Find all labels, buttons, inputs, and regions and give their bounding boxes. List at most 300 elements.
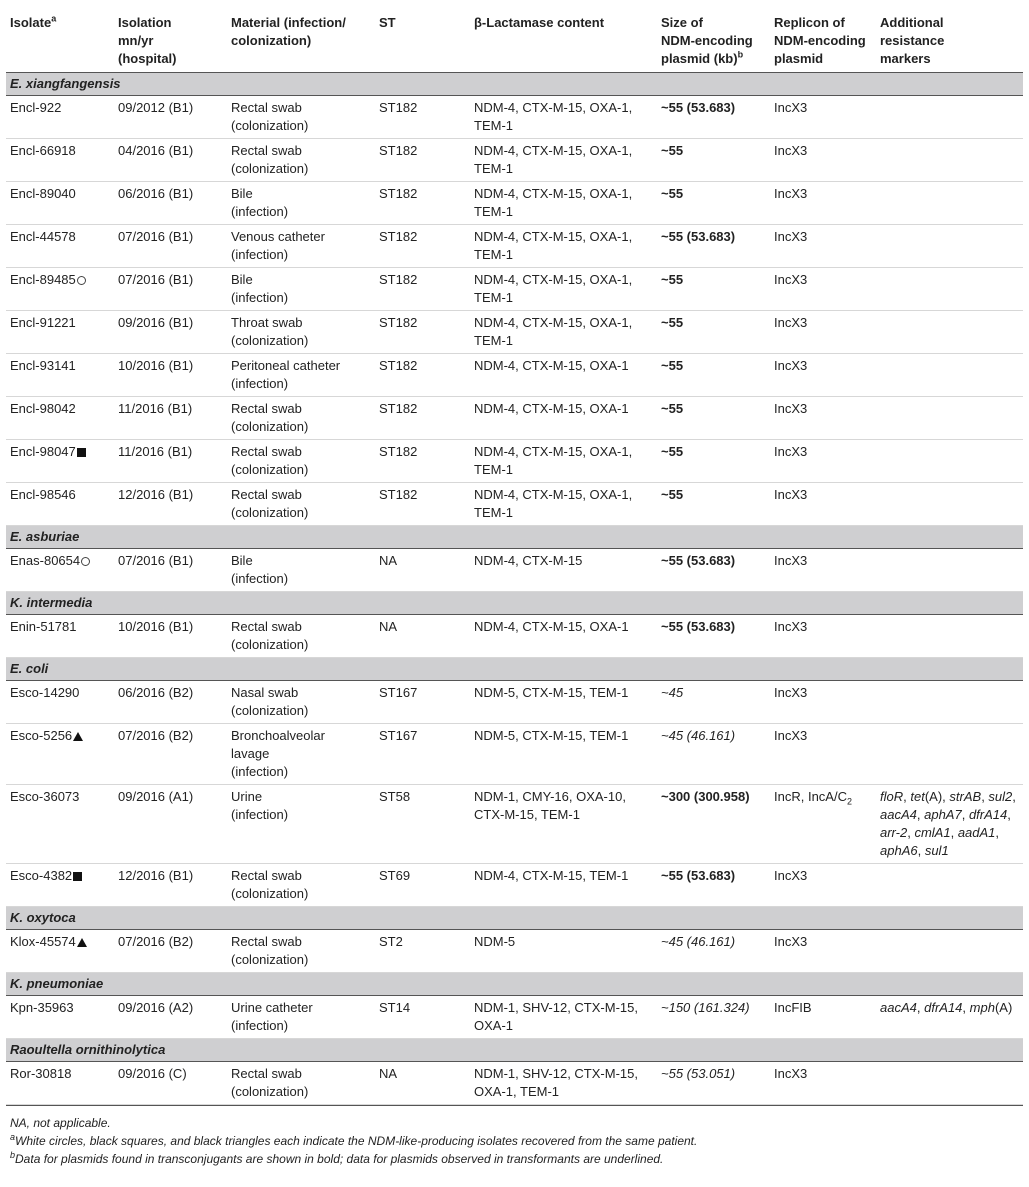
table-row — [6, 311, 1023, 354]
material-cell — [227, 483, 375, 526]
triangle-marker-icon — [73, 732, 83, 741]
blactamase-line: NDM-5, CTX-M-15, TEM-1 — [474, 728, 629, 743]
blactamase-line: TEM-1 — [474, 462, 513, 477]
material-line: Throat swab — [231, 315, 303, 330]
material-line: (infection) — [231, 204, 289, 219]
plasmid-size-cell: ~55 (53.683) — [657, 549, 770, 592]
resistance-markers-cell — [876, 930, 1023, 973]
material-line: (colonization) — [231, 1084, 309, 1099]
material-line: Venous catheter — [231, 229, 325, 244]
replicon-cell: IncX3 — [770, 549, 876, 592]
isolation-date-cell: 07/2016 (B2) — [114, 724, 227, 785]
material-line: Rectal swab — [231, 934, 302, 949]
replicon-cell: IncX3 — [770, 139, 876, 182]
isolate-cell — [6, 930, 114, 973]
st-cell: ST182 — [375, 96, 470, 139]
blactamase-line: TEM-1 — [474, 290, 513, 305]
resistance-markers-cell — [876, 139, 1023, 182]
table-row — [6, 615, 1023, 658]
isolation-date-cell: 07/2016 (B2) — [114, 930, 227, 973]
species-name: E. xiangfangensis — [6, 73, 1023, 96]
resistance-markers-cell — [876, 549, 1023, 592]
material-line: (colonization) — [231, 505, 309, 520]
resistance-markers-cell — [876, 397, 1023, 440]
replicon-cell: IncX3 — [770, 354, 876, 397]
blactamase-cell — [470, 681, 657, 724]
material-line: Rectal swab — [231, 401, 302, 416]
replicon-cell: IncX3 — [770, 440, 876, 483]
material-line: (infection) — [231, 1018, 289, 1033]
plasmid-size-cell: ~55 (53.683) — [657, 615, 770, 658]
marker-line: aphA6, sul1 — [880, 843, 949, 858]
table-row — [6, 182, 1023, 225]
blactamase-cell — [470, 96, 657, 139]
blactamase-line: NDM-4, CTX-M-15, OXA-1, — [474, 143, 633, 158]
table-header — [6, 0, 1023, 73]
blactamase-line: NDM-1, CMY-16, OXA-10, — [474, 789, 626, 804]
isolate-id: Encl-98546 — [10, 487, 76, 502]
replicon-cell: IncX3 — [770, 615, 876, 658]
species-name: E. asburiae — [6, 526, 1023, 549]
st-cell: ST58 — [375, 785, 470, 864]
blactamase-cell — [470, 1062, 657, 1105]
material-line: Rectal swab — [231, 487, 302, 502]
square-marker-icon — [77, 448, 86, 457]
replicon-cell: IncX3 — [770, 182, 876, 225]
isolation-date-cell: 09/2016 (C) — [114, 1062, 227, 1105]
material-line: Rectal swab — [231, 100, 302, 115]
species-group-row — [6, 973, 1023, 996]
material-line: Bile — [231, 272, 253, 287]
isolate-cell — [6, 996, 114, 1039]
material-line: Bronchoalveolar — [231, 728, 325, 743]
isolation-date-cell: 09/2016 (A1) — [114, 785, 227, 864]
isolation-date-cell: 07/2016 (B1) — [114, 268, 227, 311]
isolation-date-cell: 10/2016 (B1) — [114, 615, 227, 658]
blactamase-cell — [470, 549, 657, 592]
isolate-id: Encl-922 — [10, 100, 62, 115]
blactamase-cell — [470, 268, 657, 311]
species-name: K. oxytoca — [6, 907, 1023, 930]
isolation-date-cell: 10/2016 (B1) — [114, 354, 227, 397]
blactamase-line: CTX-M-15, TEM-1 — [474, 807, 580, 822]
col-size-header — [657, 0, 770, 73]
header-line: Material (infection/ — [231, 15, 346, 30]
resistance-table — [6, 0, 1023, 1105]
plasmid-size-cell: ~55 (53.683) — [657, 864, 770, 907]
footnote-b: $^b$Data for plasmids found in transconjugants are shown in bold; data for plasmids observed in transformants are underlined. — [10, 1150, 664, 1166]
isolate-id: Encl-98042 — [10, 401, 76, 416]
isolate-id: Encl-66918 — [10, 143, 76, 158]
st-cell: ST14 — [375, 996, 470, 1039]
col-isolate-header: Isolate$^a$ — [10, 13, 57, 30]
col-st-header: ST — [379, 15, 396, 30]
blactamase-line: OXA-1, TEM-1 — [474, 1084, 560, 1099]
material-line: (colonization) — [231, 703, 309, 718]
material-line: Rectal swab — [231, 143, 302, 158]
material-line: (infection) — [231, 290, 289, 305]
st-cell: ST182 — [375, 182, 470, 225]
footnotes — [6, 1106, 1023, 1168]
isolate-id: Encl-89485 — [10, 272, 76, 287]
material-line: Urine — [231, 789, 263, 804]
plasmid-size-cell: ~45 (46.161) — [657, 724, 770, 785]
circle-marker-icon — [77, 276, 86, 285]
blactamase-cell — [470, 182, 657, 225]
blactamase-line: TEM-1 — [474, 247, 513, 262]
table-row — [6, 864, 1023, 907]
header-line: resistance — [880, 33, 945, 48]
blactamase-line: NDM-4, CTX-M-15, OXA-1, — [474, 444, 633, 459]
resistance-markers-cell — [876, 311, 1023, 354]
isolate-cell — [6, 549, 114, 592]
isolation-date-cell: 06/2016 (B1) — [114, 182, 227, 225]
material-cell — [227, 96, 375, 139]
blactamase-line: NDM-1, SHV-12, CTX-M-15, — [474, 1000, 638, 1015]
material-cell — [227, 139, 375, 182]
material-line: (infection) — [231, 764, 289, 779]
material-line: Bile — [231, 186, 253, 201]
header-line: Replicon of — [774, 15, 845, 30]
replicon-cell: IncX3 — [770, 397, 876, 440]
blactamase-line: NDM-4, CTX-M-15, OXA-1, — [474, 315, 633, 330]
species-name: K. intermedia — [6, 592, 1023, 615]
replicon-cell: IncR, IncA/$C_2$ — [770, 785, 876, 864]
material-cell — [227, 182, 375, 225]
isolate-cell — [6, 864, 114, 907]
header-line: (hospital) — [118, 51, 177, 66]
replicon-cell: IncX3 — [770, 724, 876, 785]
material-cell — [227, 785, 375, 864]
material-cell — [227, 615, 375, 658]
st-cell: ST182 — [375, 483, 470, 526]
plasmid-size-cell: ~55 (53.683) — [657, 96, 770, 139]
plasmid-size-cell: ~55 — [657, 139, 770, 182]
material-cell — [227, 397, 375, 440]
resistance-markers-cell — [876, 483, 1023, 526]
blactamase-line: TEM-1 — [474, 161, 513, 176]
isolation-date-cell: 04/2016 (B1) — [114, 139, 227, 182]
isolate-cell — [6, 96, 114, 139]
replicon-cell: IncFIB — [770, 996, 876, 1039]
isolate-cell — [6, 785, 114, 864]
blactamase-line: NDM-4, CTX-M-15, OXA-1 — [474, 619, 629, 634]
species-group-row — [6, 526, 1023, 549]
blactamase-line: TEM-1 — [474, 118, 513, 133]
isolate-id: Esco-36073 — [10, 789, 80, 804]
isolate-cell — [6, 397, 114, 440]
triangle-marker-icon — [77, 938, 87, 947]
species-group-row — [6, 907, 1023, 930]
material-line: (colonization) — [231, 637, 309, 652]
blactamase-line: TEM-1 — [474, 505, 513, 520]
table-row — [6, 440, 1023, 483]
plasmid-size-cell: ~150 (161.324) — [657, 996, 770, 1039]
isolation-date-cell: 11/2016 (B1) — [114, 440, 227, 483]
isolate-cell — [6, 1062, 114, 1105]
material-cell — [227, 549, 375, 592]
blactamase-line: NDM-4, CTX-M-15 — [474, 553, 583, 568]
plasmid-size-cell: ~55 — [657, 268, 770, 311]
footnote-b-ref: b — [737, 49, 744, 60]
col-markers-header — [876, 0, 1023, 73]
material-line: Rectal swab — [231, 619, 302, 634]
material-line: (colonization) — [231, 419, 309, 434]
table-row — [6, 996, 1023, 1039]
material-line: Peritoneal catheter — [231, 358, 341, 373]
st-cell: ST167 — [375, 681, 470, 724]
plasmid-size-cell: ~55 — [657, 311, 770, 354]
plasmid-size-cell: ~55 — [657, 397, 770, 440]
circle-marker-icon — [81, 557, 90, 566]
material-line: (infection) — [231, 247, 289, 262]
st-cell: NA — [375, 615, 470, 658]
footnote-a-ref: a — [51, 13, 57, 24]
st-cell: ST182 — [375, 311, 470, 354]
isolate-cell — [6, 615, 114, 658]
material-line: Bile — [231, 553, 253, 568]
material-line: (colonization) — [231, 952, 309, 967]
st-cell: NA — [375, 549, 470, 592]
isolate-cell — [6, 724, 114, 785]
material-line: (colonization) — [231, 886, 309, 901]
st-cell: NA — [375, 1062, 470, 1105]
isolate-cell — [6, 268, 114, 311]
isolate-cell — [6, 225, 114, 268]
blactamase-line: NDM-5, CTX-M-15, TEM-1 — [474, 685, 629, 700]
species-group-row — [6, 592, 1023, 615]
resistance-markers-cell — [876, 864, 1023, 907]
material-line: (colonization) — [231, 462, 309, 477]
table-row — [6, 96, 1023, 139]
isolate-cell — [6, 440, 114, 483]
plasmid-size-cell: ~55 (53.051) — [657, 1062, 770, 1105]
isolation-date-cell: 09/2012 (B1) — [114, 96, 227, 139]
blactamase-cell — [470, 996, 657, 1039]
isolate-id: Encl-89040 — [10, 186, 76, 201]
table-row — [6, 225, 1023, 268]
isolate-id: Kpn-35963 — [10, 1000, 74, 1015]
replicon-cell: IncX3 — [770, 483, 876, 526]
header-line: mn/yr — [118, 33, 154, 48]
header-line: plasmid — [774, 51, 824, 66]
blactamase-cell — [470, 311, 657, 354]
col-material-header — [227, 0, 375, 73]
st-cell: ST182 — [375, 397, 470, 440]
replicon-cell: IncX3 — [770, 311, 876, 354]
isolate-id: Ror-30818 — [10, 1066, 72, 1081]
replicon-cell: IncX3 — [770, 864, 876, 907]
blactamase-cell — [470, 864, 657, 907]
species-name: K. pneumoniae — [6, 973, 1023, 996]
material-cell — [227, 996, 375, 1039]
isolation-date-cell: 12/2016 (B1) — [114, 483, 227, 526]
blactamase-cell — [470, 785, 657, 864]
blactamase-line: TEM-1 — [474, 333, 513, 348]
replicon-cell: IncX3 — [770, 1062, 876, 1105]
blactamase-cell — [470, 615, 657, 658]
plasmid-size-cell: ~45 (46.161) — [657, 930, 770, 973]
square-marker-icon — [73, 872, 82, 881]
plasmid-size-cell: ~55 — [657, 354, 770, 397]
blactamase-line: NDM-4, CTX-M-15, OXA-1, — [474, 487, 633, 502]
resistance-markers-cell — [876, 225, 1023, 268]
material-line: (colonization) — [231, 333, 309, 348]
header-line: markers — [880, 51, 931, 66]
species-group-row — [6, 658, 1023, 681]
material-cell — [227, 225, 375, 268]
replicon-cell: IncX3 — [770, 681, 876, 724]
material-line: lavage — [231, 746, 270, 761]
st-cell: ST69 — [375, 864, 470, 907]
species-group-row — [6, 73, 1023, 96]
blactamase-cell — [470, 724, 657, 785]
isolate-id: Encl-91221 — [10, 315, 76, 330]
plasmid-size-cell: ~45 — [657, 681, 770, 724]
marker-line: aacA4, dfrA14, mph(A) — [880, 1000, 1013, 1015]
table-row — [6, 397, 1023, 440]
material-line: (infection) — [231, 807, 289, 822]
table-row — [6, 268, 1023, 311]
header-line: Isolation — [118, 15, 172, 30]
blactamase-line: NDM-4, CTX-M-15, OXA-1 — [474, 401, 629, 416]
blactamase-line: OXA-1 — [474, 1018, 514, 1033]
isolate-id: Esco-5256 — [10, 728, 73, 743]
st-cell: ST182 — [375, 268, 470, 311]
header-line: NDM-encoding — [774, 33, 866, 48]
blactamase-cell — [470, 397, 657, 440]
resistance-markers-cell — [876, 785, 1023, 864]
isolation-date-cell: 07/2016 (B1) — [114, 549, 227, 592]
material-line: Urine catheter — [231, 1000, 313, 1015]
table-row — [6, 139, 1023, 182]
material-cell — [227, 930, 375, 973]
species-group-row — [6, 1039, 1023, 1062]
replicon-cell: IncX3 — [770, 268, 876, 311]
st-cell: ST182 — [375, 354, 470, 397]
blactamase-line: NDM-4, CTX-M-15, OXA-1, — [474, 229, 633, 244]
marker-line: floR, tet(A), strAB, sul2, — [880, 789, 1016, 804]
isolate-id: Encl-93141 — [10, 358, 76, 373]
blactamase-line: NDM-4, CTX-M-15, OXA-1, — [474, 186, 633, 201]
replicon-cell: IncX3 — [770, 930, 876, 973]
isolate-id: Enas-80654 — [10, 553, 81, 568]
blactamase-line: NDM-5 — [474, 934, 516, 949]
st-cell: ST182 — [375, 225, 470, 268]
table-row — [6, 483, 1023, 526]
resistance-markers-cell — [876, 182, 1023, 225]
material-cell — [227, 681, 375, 724]
plasmid-size-cell: ~55 (53.683) — [657, 225, 770, 268]
isolate-id: Encl-44578 — [10, 229, 76, 244]
marker-line: arr-2, cmlA1, aadA1, — [880, 825, 1000, 840]
isolation-date-cell: 11/2016 (B1) — [114, 397, 227, 440]
st-cell: ST182 — [375, 440, 470, 483]
isolation-date-cell: 06/2016 (B2) — [114, 681, 227, 724]
footnote-a: $^a$White circles, black squares, and black triangles each indicate the NDM-like-producing isolates recovered from the same patient. — [10, 1132, 698, 1148]
resistance-markers-cell — [876, 354, 1023, 397]
header-line: colonization) — [231, 33, 312, 48]
material-cell — [227, 724, 375, 785]
plasmid-size-cell: ~55 — [657, 182, 770, 225]
resistance-markers-cell — [876, 615, 1023, 658]
blactamase-line: NDM-4, CTX-M-15, OXA-1, — [474, 100, 633, 115]
material-line: Rectal swab — [231, 444, 302, 459]
blactamase-cell — [470, 440, 657, 483]
isolate-cell — [6, 483, 114, 526]
material-line: (infection) — [231, 571, 289, 586]
blactamase-cell — [470, 483, 657, 526]
col-blactamase-header: β-Lactamase content — [474, 15, 605, 30]
resistance-markers-cell — [876, 724, 1023, 785]
material-cell — [227, 354, 375, 397]
resistance-markers-cell — [876, 440, 1023, 483]
resistance-markers-cell — [876, 268, 1023, 311]
col-isolation-header — [114, 0, 227, 73]
table-body — [6, 73, 1023, 1105]
resistance-markers-cell — [876, 96, 1023, 139]
table-row — [6, 354, 1023, 397]
blactamase-line: NDM-1, SHV-12, CTX-M-15, — [474, 1066, 638, 1081]
plasmid-size-cell: ~300 (300.958) — [657, 785, 770, 864]
header-line: Additional — [880, 15, 944, 30]
isolate-id: Encl-98047 — [10, 444, 76, 459]
isolate-cell — [6, 681, 114, 724]
material-cell — [227, 1062, 375, 1105]
table-row — [6, 930, 1023, 973]
table-row — [6, 785, 1023, 864]
material-line: (colonization) — [231, 118, 309, 133]
blactamase-cell — [470, 930, 657, 973]
header-line: plasmid (kb)$^b$ — [661, 49, 744, 66]
col-replicon-header — [770, 0, 876, 73]
table-row — [6, 724, 1023, 785]
replicon-cell: IncX3 — [770, 96, 876, 139]
isolation-date-cell: 09/2016 (A2) — [114, 996, 227, 1039]
blactamase-line: TEM-1 — [474, 204, 513, 219]
material-line: Rectal swab — [231, 868, 302, 883]
species-name: Raoultella ornithinolytica — [6, 1039, 1023, 1062]
species-name: E. coli — [6, 658, 1023, 681]
material-cell — [227, 864, 375, 907]
isolate-cell — [6, 311, 114, 354]
plasmid-size-cell: ~55 — [657, 483, 770, 526]
marker-line: aacA4, aphA7, dfrA14, — [880, 807, 1011, 822]
resistance-markers-cell — [876, 681, 1023, 724]
isolate-id: Enin-51781 — [10, 619, 77, 634]
isolate-id: Klox-45574 — [10, 934, 76, 949]
blactamase-line: NDM-4, CTX-M-15, OXA-1, — [474, 272, 633, 287]
table-row — [6, 549, 1023, 592]
isolate-cell — [6, 182, 114, 225]
isolation-date-cell: 07/2016 (B1) — [114, 225, 227, 268]
blactamase-cell — [470, 139, 657, 182]
blactamase-cell — [470, 354, 657, 397]
replicon-cell: IncX3 — [770, 225, 876, 268]
st-cell: ST182 — [375, 139, 470, 182]
material-line: (infection) — [231, 376, 289, 391]
isolation-date-cell: 12/2016 (B1) — [114, 864, 227, 907]
material-cell — [227, 311, 375, 354]
table-row — [6, 681, 1023, 724]
material-cell — [227, 268, 375, 311]
blactamase-cell — [470, 225, 657, 268]
isolation-date-cell: 09/2016 (B1) — [114, 311, 227, 354]
header-line: NDM-encoding — [661, 33, 753, 48]
material-line: (colonization) — [231, 161, 309, 176]
resistance-markers-cell — [876, 996, 1023, 1039]
material-line: Rectal swab — [231, 1066, 302, 1081]
